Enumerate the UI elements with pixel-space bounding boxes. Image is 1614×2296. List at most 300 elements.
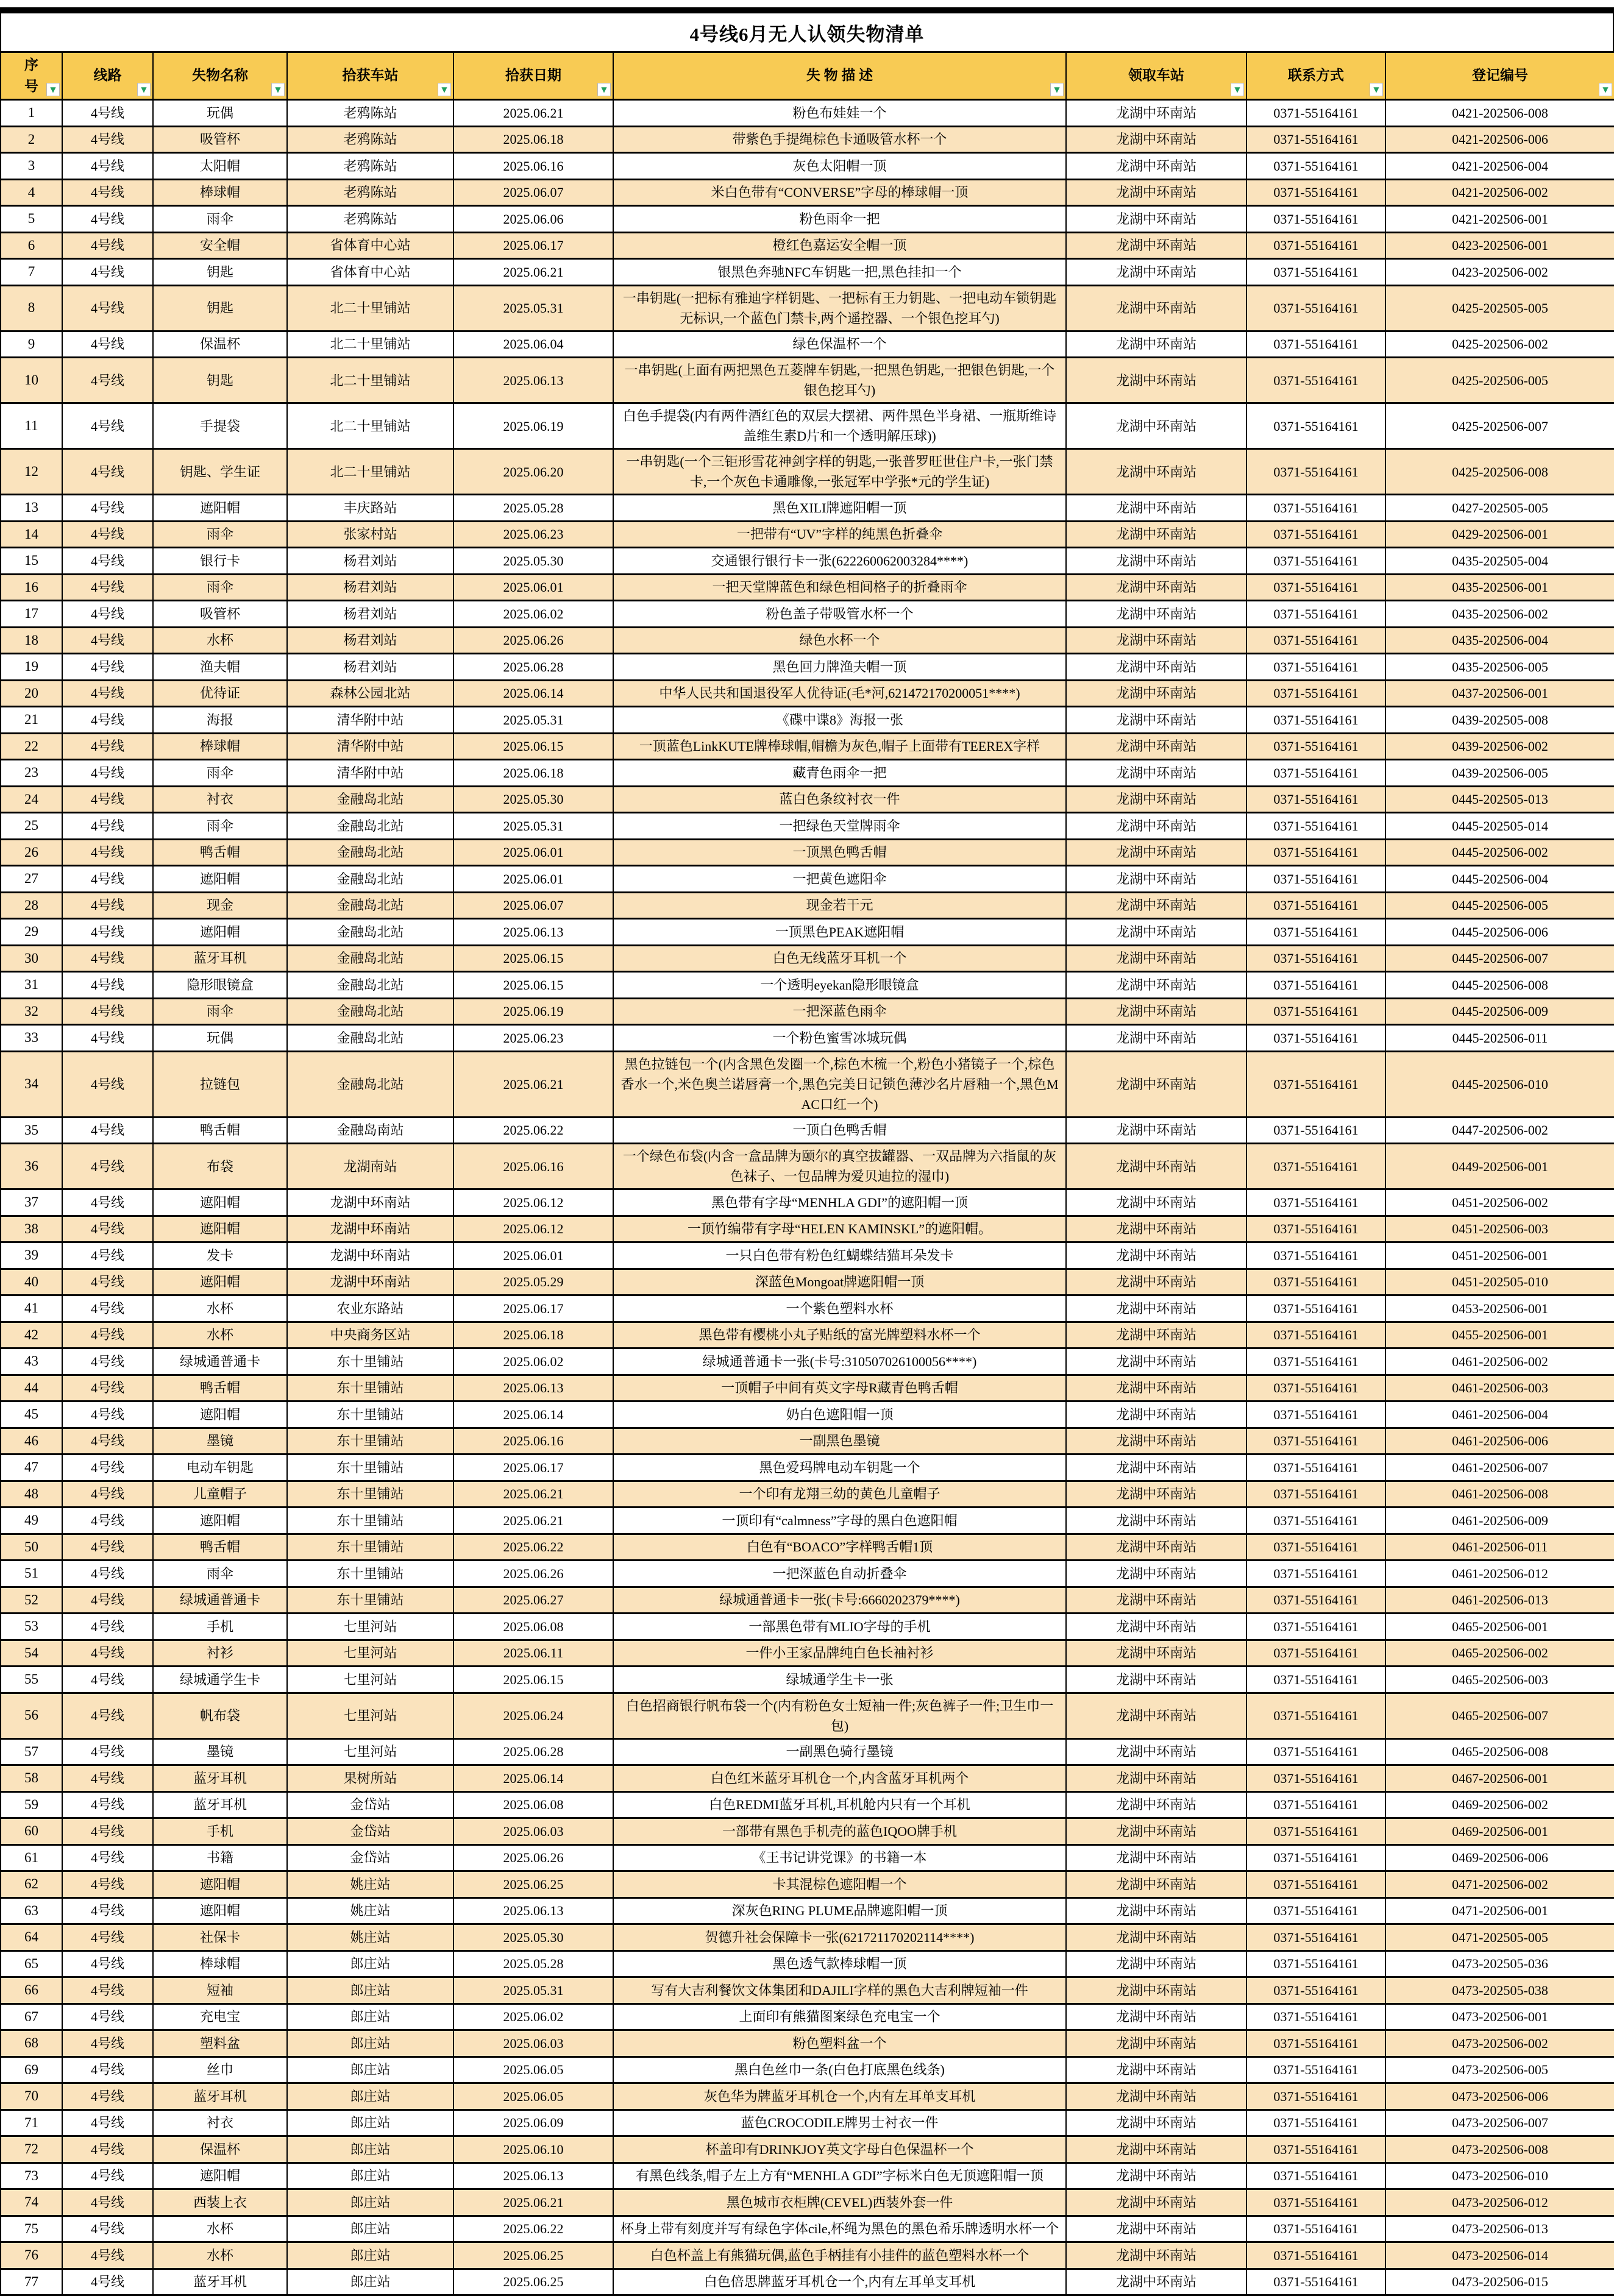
cell-contact: 0371-55164161 xyxy=(1246,1375,1385,1401)
table-row xyxy=(1,627,1614,654)
table-row xyxy=(1,449,1614,495)
table-row xyxy=(1,1295,1614,1322)
cell-description: 白色有“BOACO”字样鸭舌帽1顶 xyxy=(613,1534,1066,1561)
cell-found_date: 2025.06.26 xyxy=(453,1844,613,1871)
cell-pickup_station: 龙湖中环南站 xyxy=(1066,892,1246,919)
cell-found_station: 金融岛北站 xyxy=(287,786,453,813)
cell-found_station: 郎庄站 xyxy=(287,2030,453,2057)
cell-reg_no: 0447-202506-002 xyxy=(1385,1117,1614,1144)
cell-pickup_station: 龙湖中环南站 xyxy=(1066,786,1246,813)
cell-line: 4号线 xyxy=(62,680,153,707)
cell-reg_no: 0473-202506-007 xyxy=(1385,2110,1614,2136)
cell-no: 36 xyxy=(1,1144,62,1189)
cell-no: 54 xyxy=(1,1640,62,1667)
cell-pickup_station: 龙湖中环南站 xyxy=(1066,1375,1246,1401)
cell-no: 27 xyxy=(1,866,62,893)
table-row xyxy=(1,2163,1614,2189)
cell-found_date: 2025.06.21 xyxy=(453,1051,613,1117)
cell-reg_no: 0451-202506-001 xyxy=(1385,1242,1614,1269)
cell-description: 一把深蓝色自动折叠伞 xyxy=(613,1561,1066,1587)
cell-found_date: 2025.06.17 xyxy=(453,1454,613,1481)
table-row xyxy=(1,1189,1614,1216)
cell-item: 雨伞 xyxy=(153,206,287,233)
cell-description: 一顶印有“calmness”字母的黑白色遮阳帽 xyxy=(613,1508,1066,1534)
table-row xyxy=(1,1534,1614,1561)
cell-found_date: 2025.06.15 xyxy=(453,972,613,999)
cell-pickup_station: 龙湖中环南站 xyxy=(1066,1481,1246,1508)
cell-no: 32 xyxy=(1,998,62,1025)
cell-found_station: 姚庄站 xyxy=(287,1924,453,1951)
col-header-label: 登记编号 xyxy=(1472,68,1528,83)
table-row xyxy=(1,1216,1614,1242)
cell-pickup_station: 龙湖中环南站 xyxy=(1066,548,1246,575)
cell-item: 遮阳帽 xyxy=(153,1401,287,1428)
cell-found_station: 老鸦陈站 xyxy=(287,179,453,206)
cell-line: 4号线 xyxy=(62,1640,153,1667)
cell-description: 贺德升社会保障卡一张(621721170202114****) xyxy=(613,1924,1066,1951)
table-row xyxy=(1,945,1614,972)
cell-reg_no: 0453-202506-001 xyxy=(1385,1295,1614,1322)
cell-description: 黑色XILI牌遮阳帽一顶 xyxy=(613,495,1066,522)
cell-found_station: 北二十里铺站 xyxy=(287,403,453,449)
table-row xyxy=(1,1818,1614,1845)
cell-contact: 0371-55164161 xyxy=(1246,1295,1385,1322)
cell-reg_no: 0449-202506-001 xyxy=(1385,1144,1614,1189)
cell-description: 粉色布娃娃一个 xyxy=(613,100,1066,127)
cell-item: 钥匙 xyxy=(153,259,287,286)
table-row xyxy=(1,892,1614,919)
cell-reg_no: 0435-202505-004 xyxy=(1385,548,1614,575)
cell-pickup_station: 龙湖中环南站 xyxy=(1066,1242,1246,1269)
cell-found_station: 东十里铺站 xyxy=(287,1348,453,1375)
cell-no: 26 xyxy=(1,839,62,866)
cell-pickup_station: 龙湖中环南站 xyxy=(1066,1534,1246,1561)
table-row xyxy=(1,601,1614,628)
table-row xyxy=(1,1587,1614,1614)
cell-line: 4号线 xyxy=(62,259,153,286)
cell-found_station: 东十里铺站 xyxy=(287,1428,453,1454)
cell-found_date: 2025.06.01 xyxy=(453,866,613,893)
col-header-label: 线路 xyxy=(93,68,122,83)
cell-item: 绿城通普通卡 xyxy=(153,1348,287,1375)
cell-reg_no: 0423-202506-002 xyxy=(1385,259,1614,286)
cell-reg_no: 0473-202506-008 xyxy=(1385,2136,1614,2163)
cell-item: 雨伞 xyxy=(153,760,287,787)
cell-line: 4号线 xyxy=(62,232,153,259)
cell-line: 4号线 xyxy=(62,449,153,495)
cell-reg_no: 0471-202506-002 xyxy=(1385,1871,1614,1898)
cell-line: 4号线 xyxy=(62,1144,153,1189)
cell-pickup_station: 龙湖中环南站 xyxy=(1066,733,1246,760)
cell-item: 遮阳帽 xyxy=(153,1269,287,1295)
cell-contact: 0371-55164161 xyxy=(1246,1951,1385,1977)
cell-pickup_station: 龙湖中环南站 xyxy=(1066,1454,1246,1481)
cell-no: 22 xyxy=(1,733,62,760)
cell-found_station: 金融岛北站 xyxy=(287,839,453,866)
cell-item: 海报 xyxy=(153,707,287,734)
cell-pickup_station: 龙湖中环南站 xyxy=(1066,1051,1246,1117)
cell-contact: 0371-55164161 xyxy=(1246,2030,1385,2057)
cell-pickup_station: 龙湖中环南站 xyxy=(1066,919,1246,946)
cell-description: 一个透明eyekan隐形眼镜盒 xyxy=(613,972,1066,999)
cell-item: 遮阳帽 xyxy=(153,495,287,522)
cell-line: 4号线 xyxy=(62,998,153,1025)
cell-found_date: 2025.06.02 xyxy=(453,601,613,628)
filter-dropdown-icon[interactable]: ▼ xyxy=(271,83,285,96)
cell-pickup_station: 龙湖中环南站 xyxy=(1066,2242,1246,2269)
cell-found_station: 金岱站 xyxy=(287,1791,453,1818)
cell-reg_no: 0445-202506-009 xyxy=(1385,998,1614,1025)
cell-found_date: 2025.06.01 xyxy=(453,839,613,866)
cell-found_station: 东十里铺站 xyxy=(287,1534,453,1561)
table-row xyxy=(1,1508,1614,1534)
cell-contact: 0371-55164161 xyxy=(1246,1977,1385,2004)
table-row xyxy=(1,866,1614,893)
cell-found_station: 龙湖中环南站 xyxy=(287,1242,453,1269)
cell-found_station: 森林公园北站 xyxy=(287,680,453,707)
cell-description: 一顶黑色PEAK遮阳帽 xyxy=(613,919,1066,946)
cell-contact: 0371-55164161 xyxy=(1246,2163,1385,2189)
cell-description: 上面印有熊猫图案绿色充电宝一个 xyxy=(613,2004,1066,2030)
cell-item: 鸭舌帽 xyxy=(153,1117,287,1144)
cell-contact: 0371-55164161 xyxy=(1246,601,1385,628)
cell-description: 白色REDMI蓝牙耳机,耳机舱内只有一个耳机 xyxy=(613,1791,1066,1818)
cell-item: 雨伞 xyxy=(153,813,287,840)
cell-no: 73 xyxy=(1,2163,62,2189)
cell-contact: 0371-55164161 xyxy=(1246,1693,1385,1738)
cell-no: 48 xyxy=(1,1481,62,1508)
cell-contact: 0371-55164161 xyxy=(1246,2004,1385,2030)
cell-found_date: 2025.06.16 xyxy=(453,1428,613,1454)
cell-description: 粉色雨伞一把 xyxy=(613,206,1066,233)
cell-pickup_station: 龙湖中环南站 xyxy=(1066,1844,1246,1871)
cell-no: 44 xyxy=(1,1375,62,1401)
cell-description: 一把天堂牌蓝色和绿色相间格子的折叠雨伞 xyxy=(613,574,1066,601)
cell-description: 一串钥匙(上面有两把黑色五菱牌车钥匙,一把黑色钥匙,一把银色钥匙,一个银色挖耳勺) xyxy=(613,358,1066,403)
cell-found_date: 2025.06.14 xyxy=(453,1765,613,1792)
cell-pickup_station: 龙湖中环南站 xyxy=(1066,1428,1246,1454)
cell-reg_no: 0461-202506-013 xyxy=(1385,1587,1614,1614)
table-row xyxy=(1,1051,1614,1117)
cell-description: 一顶黑色鸭舌帽 xyxy=(613,839,1066,866)
cell-item: 保温杯 xyxy=(153,2136,287,2163)
cell-description: 白色倍思牌蓝牙耳机仓一个,内有左耳单支耳机 xyxy=(613,2269,1066,2295)
cell-found_date: 2025.06.21 xyxy=(453,1481,613,1508)
cell-contact: 0371-55164161 xyxy=(1246,839,1385,866)
cell-reg_no: 0461-202506-011 xyxy=(1385,1534,1614,1561)
cell-pickup_station: 龙湖中环南站 xyxy=(1066,654,1246,681)
cell-contact: 0371-55164161 xyxy=(1246,1871,1385,1898)
cell-found_date: 2025.06.18 xyxy=(453,126,613,153)
cell-found_station: 金融岛北站 xyxy=(287,919,453,946)
cell-item: 棒球帽 xyxy=(153,1951,287,1977)
table-row xyxy=(1,2083,1614,2110)
cell-contact: 0371-55164161 xyxy=(1246,1508,1385,1534)
cell-description: 绿色保温杯一个 xyxy=(613,331,1066,358)
cell-item: 衬衫 xyxy=(153,1640,287,1667)
cell-no: 50 xyxy=(1,1534,62,1561)
cell-found_station: 老鸦陈站 xyxy=(287,206,453,233)
cell-contact: 0371-55164161 xyxy=(1246,1640,1385,1667)
cell-found_date: 2025.06.23 xyxy=(453,521,613,548)
filter-dropdown-icon[interactable]: ▼ xyxy=(137,83,151,96)
cell-line: 4号线 xyxy=(62,760,153,787)
cell-found_date: 2025.05.31 xyxy=(453,285,613,331)
cell-item: 银行卡 xyxy=(153,548,287,575)
cell-item: 蓝牙耳机 xyxy=(153,2083,287,2110)
cell-no: 25 xyxy=(1,813,62,840)
cell-reg_no: 0421-202506-002 xyxy=(1385,179,1614,206)
table-row xyxy=(1,760,1614,787)
cell-description: 黑色城市衣柜牌(CEVEL)西装外套一件 xyxy=(613,2189,1066,2216)
table-row xyxy=(1,1481,1614,1508)
cell-pickup_station: 龙湖中环南站 xyxy=(1066,574,1246,601)
cell-no: 40 xyxy=(1,1269,62,1295)
table-row xyxy=(1,206,1614,233)
cell-description: 灰色华为牌蓝牙耳机仓一个,内有左耳单支耳机 xyxy=(613,2083,1066,2110)
cell-reg_no: 0437-202506-001 xyxy=(1385,680,1614,707)
cell-contact: 0371-55164161 xyxy=(1246,1428,1385,1454)
cell-item: 雨伞 xyxy=(153,521,287,548)
col-header-label: 拾获日期 xyxy=(505,68,561,83)
cell-item: 衬衣 xyxy=(153,2110,287,2136)
cell-line: 4号线 xyxy=(62,1428,153,1454)
cell-pickup_station: 龙湖中环南站 xyxy=(1066,1791,1246,1818)
cell-item: 棒球帽 xyxy=(153,179,287,206)
filter-dropdown-icon[interactable]: ▼ xyxy=(1599,83,1612,96)
cell-no: 19 xyxy=(1,654,62,681)
cell-line: 4号线 xyxy=(62,1791,153,1818)
col-header-label: 拾获车站 xyxy=(342,68,399,83)
header-row xyxy=(1,52,1614,100)
cell-item: 遮阳帽 xyxy=(153,866,287,893)
cell-reg_no: 0445-202506-007 xyxy=(1385,945,1614,972)
cell-line: 4号线 xyxy=(62,206,153,233)
cell-reg_no: 0451-202506-003 xyxy=(1385,1216,1614,1242)
cell-contact: 0371-55164161 xyxy=(1246,1924,1385,1951)
cell-reg_no: 0445-202505-013 xyxy=(1385,786,1614,813)
cell-line: 4号线 xyxy=(62,495,153,522)
cell-reg_no: 0421-202506-001 xyxy=(1385,206,1614,233)
cell-found_date: 2025.05.31 xyxy=(453,1977,613,2004)
cell-no: 11 xyxy=(1,403,62,449)
cell-line: 4号线 xyxy=(62,733,153,760)
table-row xyxy=(1,358,1614,403)
cell-reg_no: 0461-202506-008 xyxy=(1385,1481,1614,1508)
cell-line: 4号线 xyxy=(62,2030,153,2057)
cell-found_station: 郎庄站 xyxy=(287,2216,453,2242)
cell-line: 4号线 xyxy=(62,601,153,628)
cell-reg_no: 0473-202506-010 xyxy=(1385,2163,1614,2189)
cell-item: 水杯 xyxy=(153,1322,287,1348)
cell-description: 蓝色CROCODILE牌男士衬衣一件 xyxy=(613,2110,1066,2136)
cell-no: 63 xyxy=(1,1897,62,1924)
cell-contact: 0371-55164161 xyxy=(1246,100,1385,127)
cell-found_station: 省体育中心站 xyxy=(287,232,453,259)
cell-pickup_station: 龙湖中环南站 xyxy=(1066,998,1246,1025)
cell-found_date: 2025.06.14 xyxy=(453,680,613,707)
cell-contact: 0371-55164161 xyxy=(1246,1322,1385,1348)
cell-item: 隐形眼镜盒 xyxy=(153,972,287,999)
table-row xyxy=(1,1765,1614,1792)
cell-reg_no: 0469-202506-002 xyxy=(1385,1791,1614,1818)
cell-found_station: 金融岛北站 xyxy=(287,998,453,1025)
table-row xyxy=(1,1693,1614,1738)
cell-reg_no: 0445-202506-006 xyxy=(1385,919,1614,946)
cell-item: 棒球帽 xyxy=(153,733,287,760)
cell-no: 66 xyxy=(1,1977,62,2004)
cell-no: 13 xyxy=(1,495,62,522)
cell-line: 4号线 xyxy=(62,654,153,681)
cell-reg_no: 0469-202506-006 xyxy=(1385,1844,1614,1871)
cell-no: 21 xyxy=(1,707,62,734)
cell-reg_no: 0465-202506-002 xyxy=(1385,1640,1614,1667)
cell-no: 45 xyxy=(1,1401,62,1428)
cell-pickup_station: 龙湖中环南站 xyxy=(1066,2163,1246,2189)
cell-reg_no: 0473-202506-001 xyxy=(1385,2004,1614,2030)
cell-reg_no: 0427-202505-005 xyxy=(1385,495,1614,522)
cell-contact: 0371-55164161 xyxy=(1246,403,1385,449)
cell-contact: 0371-55164161 xyxy=(1246,1561,1385,1587)
cell-pickup_station: 龙湖中环南站 xyxy=(1066,1871,1246,1898)
table-row xyxy=(1,1897,1614,1924)
cell-pickup_station: 龙湖中环南站 xyxy=(1066,2136,1246,2163)
cell-found_date: 2025.06.22 xyxy=(453,1117,613,1144)
cell-found_station: 北二十里铺站 xyxy=(287,331,453,358)
cell-pickup_station: 龙湖中环南站 xyxy=(1066,813,1246,840)
cell-description: 一把黄色遮阳伞 xyxy=(613,866,1066,893)
cell-found_date: 2025.06.20 xyxy=(453,449,613,495)
cell-pickup_station: 龙湖中环南站 xyxy=(1066,2057,1246,2083)
cell-reg_no: 0421-202506-006 xyxy=(1385,126,1614,153)
cell-contact: 0371-55164161 xyxy=(1246,2189,1385,2216)
cell-pickup_station: 龙湖中环南站 xyxy=(1066,1348,1246,1375)
cell-found_station: 东十里铺站 xyxy=(287,1561,453,1587)
cell-no: 42 xyxy=(1,1322,62,1348)
cell-found_station: 中央商务区站 xyxy=(287,1322,453,1348)
cell-no: 18 xyxy=(1,627,62,654)
cell-contact: 0371-55164161 xyxy=(1246,972,1385,999)
filter-dropdown-icon[interactable]: ▼ xyxy=(1370,83,1383,96)
cell-item: 遮阳帽 xyxy=(153,2163,287,2189)
cell-contact: 0371-55164161 xyxy=(1246,654,1385,681)
cell-contact: 0371-55164161 xyxy=(1246,786,1385,813)
cell-item: 遮阳帽 xyxy=(153,1508,287,1534)
cell-description: 一个印有龙翔三幼的黄色儿童帽子 xyxy=(613,1481,1066,1508)
cell-item: 水杯 xyxy=(153,2242,287,2269)
cell-found_date: 2025.06.21 xyxy=(453,2189,613,2216)
cell-line: 4号线 xyxy=(62,1561,153,1587)
cell-description: 一副黑色骑行墨镜 xyxy=(613,1738,1066,1765)
cell-contact: 0371-55164161 xyxy=(1246,945,1385,972)
cell-found_station: 杨君刘站 xyxy=(287,548,453,575)
cell-found_date: 2025.05.31 xyxy=(453,813,613,840)
cell-found_station: 金岱站 xyxy=(287,1844,453,1871)
cell-found_date: 2025.05.31 xyxy=(453,707,613,734)
cell-no: 47 xyxy=(1,1454,62,1481)
cell-contact: 0371-55164161 xyxy=(1246,1897,1385,1924)
col-header-label: 失 物 描 述 xyxy=(806,68,873,83)
cell-found_date: 2025.06.22 xyxy=(453,1534,613,1561)
cell-found_date: 2025.06.01 xyxy=(453,1242,613,1269)
cell-found_station: 金融岛北站 xyxy=(287,945,453,972)
cell-reg_no: 0435-202506-002 xyxy=(1385,601,1614,628)
cell-pickup_station: 龙湖中环南站 xyxy=(1066,2110,1246,2136)
cell-pickup_station: 龙湖中环南站 xyxy=(1066,2083,1246,2110)
cell-found_date: 2025.05.28 xyxy=(453,1951,613,1977)
cell-reg_no: 0473-202506-006 xyxy=(1385,2083,1614,2110)
cell-reg_no: 0465-202506-003 xyxy=(1385,1667,1614,1693)
cell-found_station: 老鸦陈站 xyxy=(287,153,453,180)
cell-no: 39 xyxy=(1,1242,62,1269)
cell-item: 绿城通普通卡 xyxy=(153,1587,287,1614)
cell-line: 4号线 xyxy=(62,1025,153,1052)
cell-contact: 0371-55164161 xyxy=(1246,1454,1385,1481)
cell-contact: 0371-55164161 xyxy=(1246,892,1385,919)
filter-dropdown-icon[interactable]: ▼ xyxy=(46,83,60,96)
col-header-item xyxy=(153,52,287,100)
cell-found_date: 2025.06.25 xyxy=(453,2242,613,2269)
cell-item: 水杯 xyxy=(153,1295,287,1322)
cell-line: 4号线 xyxy=(62,1924,153,1951)
cell-found_station: 金融岛北站 xyxy=(287,866,453,893)
col-header-found_date xyxy=(453,52,613,100)
cell-found_date: 2025.06.03 xyxy=(453,1818,613,1845)
cell-pickup_station: 龙湖中环南站 xyxy=(1066,1189,1246,1216)
cell-item: 遮阳帽 xyxy=(153,1216,287,1242)
cell-pickup_station: 龙湖中环南站 xyxy=(1066,1144,1246,1189)
cell-contact: 0371-55164161 xyxy=(1246,521,1385,548)
col-header-no xyxy=(1,52,62,100)
cell-description: 一部带有黑色手机壳的蓝色IQOO牌手机 xyxy=(613,1818,1066,1845)
cell-no: 7 xyxy=(1,259,62,286)
filter-dropdown-icon[interactable]: ▼ xyxy=(1231,83,1244,96)
cell-found_date: 2025.06.18 xyxy=(453,760,613,787)
cell-found_date: 2025.06.18 xyxy=(453,1322,613,1348)
cell-found_date: 2025.05.30 xyxy=(453,786,613,813)
cell-line: 4号线 xyxy=(62,1614,153,1640)
table-row xyxy=(1,1375,1614,1401)
cell-line: 4号线 xyxy=(62,574,153,601)
cell-description: 一顶蓝色LinkKUTE牌棒球帽,帽檐为灰色,帽子上面带有TEEREX字样 xyxy=(613,733,1066,760)
filter-dropdown-icon[interactable]: ▼ xyxy=(597,83,611,96)
cell-pickup_station: 龙湖中环南站 xyxy=(1066,403,1246,449)
cell-description: 交通银行银行卡一张(622260062003284****) xyxy=(613,548,1066,575)
filter-dropdown-icon[interactable]: ▼ xyxy=(1050,83,1064,96)
cell-item: 优待证 xyxy=(153,680,287,707)
cell-pickup_station: 龙湖中环南站 xyxy=(1066,1924,1246,1951)
cell-item: 渔夫帽 xyxy=(153,654,287,681)
cell-description: 白色杯盖上有熊猫玩偶,蓝色手柄挂有小挂件的蓝色塑料水杯一个 xyxy=(613,2242,1066,2269)
cell-found_date: 2025.06.28 xyxy=(453,654,613,681)
filter-dropdown-icon[interactable]: ▼ xyxy=(438,83,451,96)
cell-found_date: 2025.06.10 xyxy=(453,2136,613,2163)
cell-found_date: 2025.05.30 xyxy=(453,548,613,575)
cell-found_date: 2025.06.12 xyxy=(453,1189,613,1216)
cell-reg_no: 0429-202506-001 xyxy=(1385,521,1614,548)
cell-pickup_station: 龙湖中环南站 xyxy=(1066,2030,1246,2057)
cell-item: 墨镜 xyxy=(153,1738,287,1765)
cell-item: 蓝牙耳机 xyxy=(153,2269,287,2295)
cell-description: 带紫色手提绳棕色卡通吸管水杯一个 xyxy=(613,126,1066,153)
cell-found_date: 2025.06.11 xyxy=(453,1640,613,1667)
table-row xyxy=(1,2269,1614,2295)
cell-no: 64 xyxy=(1,1924,62,1951)
cell-found_date: 2025.06.17 xyxy=(453,1295,613,1322)
cell-contact: 0371-55164161 xyxy=(1246,1269,1385,1295)
cell-line: 4号线 xyxy=(62,403,153,449)
cell-line: 4号线 xyxy=(62,1897,153,1924)
